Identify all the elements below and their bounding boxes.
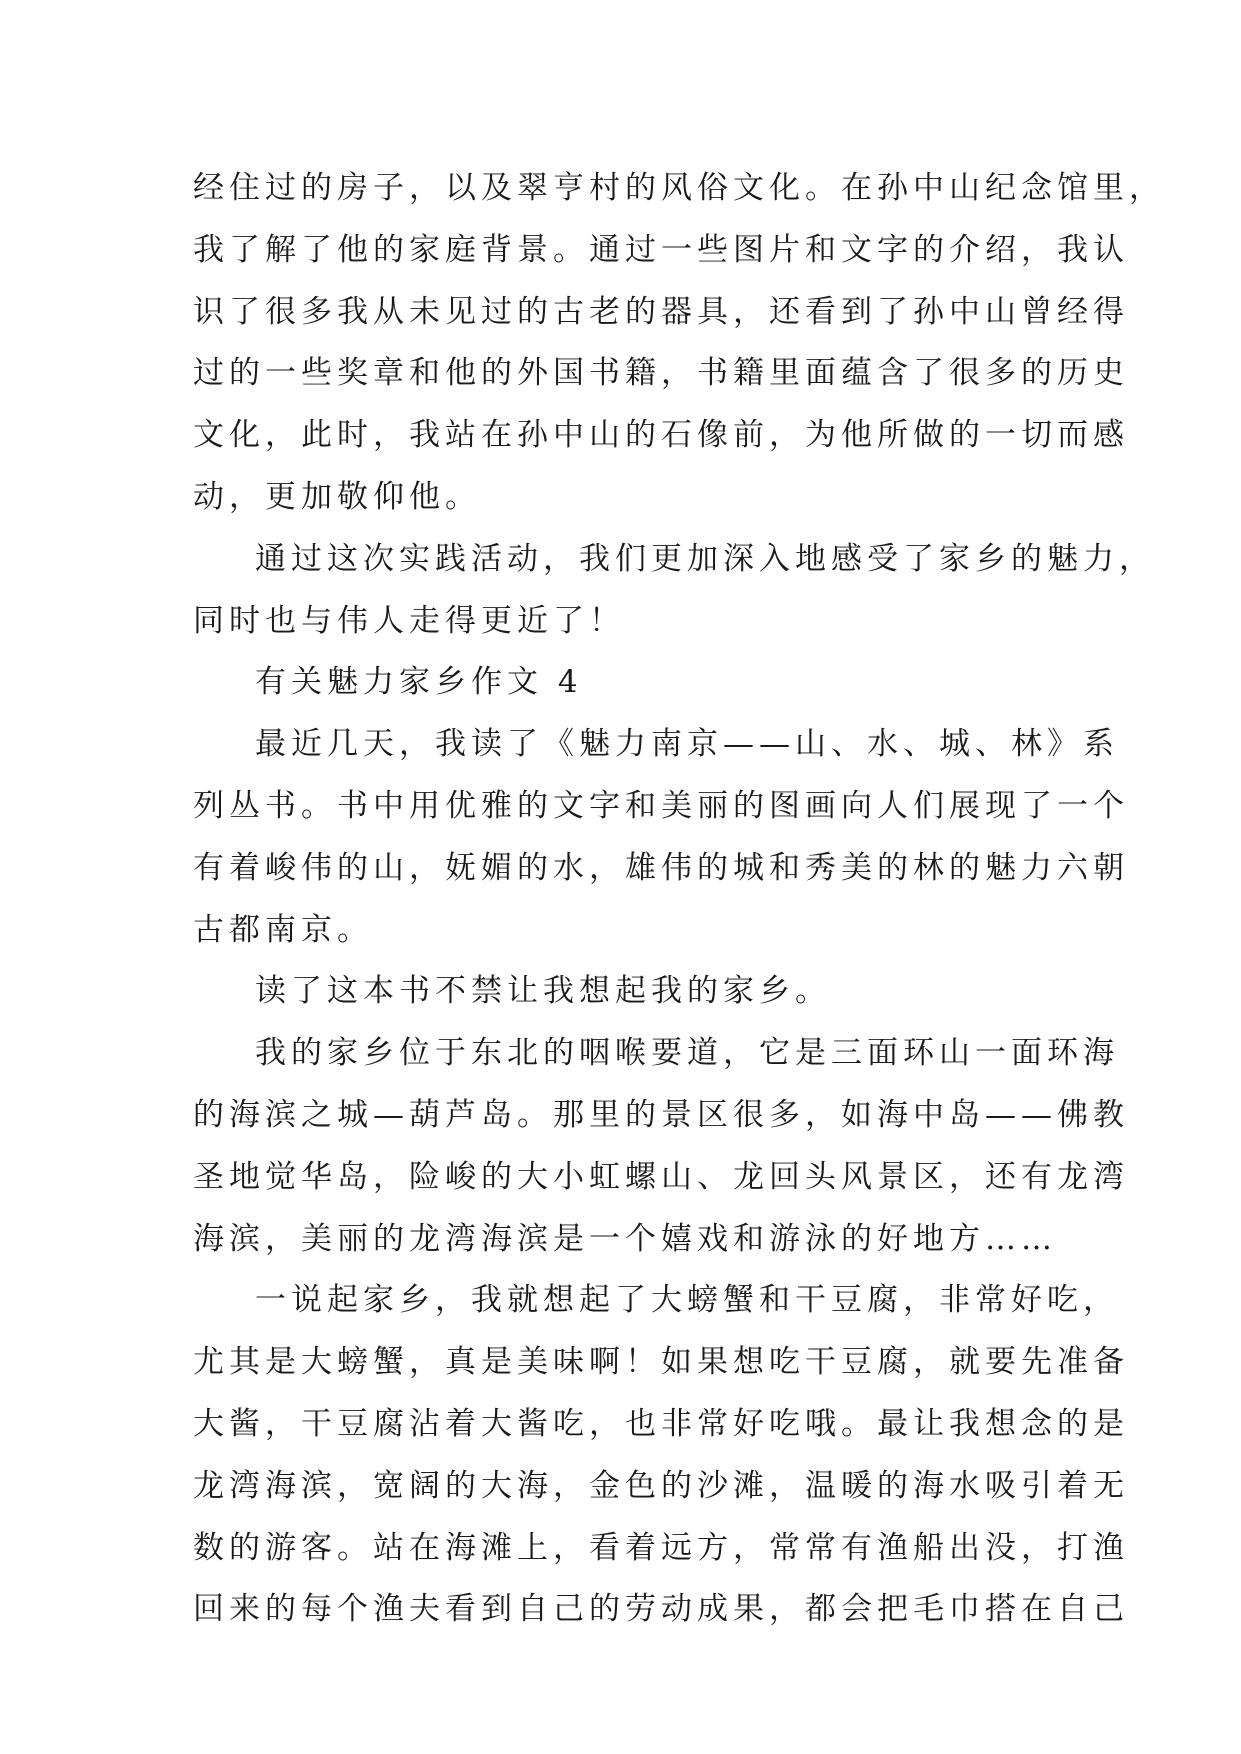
paragraph-start-line: 最近几天，我读了《魅力南京——山、水、城、林》系 — [255, 726, 1119, 763]
text-line: 文化，此时，我站在孙中山的石像前，为他所做的一切而感 — [193, 417, 1129, 454]
text-line: 的海滨之城—葫芦岛。那里的景区很多，如海中岛——佛教 — [193, 1096, 1129, 1133]
text-line: 动，更加敬仰他。 — [193, 478, 481, 515]
text-line: 识了很多我从未见过的古老的器具，还看到了孙中山曾经得 — [193, 293, 1129, 330]
text-line: 有着峻伟的山，妩媚的水，雄伟的城和秀美的林的魅力六朝 — [193, 849, 1129, 886]
text-line: 列丛书。书中用优雅的文字和美丽的图画向人们展现了一个 — [193, 787, 1129, 824]
text-line: 数的游客。站在海滩上，看着远方，常常有渔船出没，打渔 — [193, 1529, 1129, 1566]
paragraph-start-line: 我的家乡位于东北的咽喉要道，它是三面环山一面环海 — [255, 1035, 1119, 1072]
text-line: 经住过的房子，以及翠亨村的风俗文化。在孙中山纪念馆里， — [193, 170, 1165, 206]
paragraph-start-line: 读了这本书不禁让我想起我的家乡。 — [255, 973, 831, 1010]
text-line: 古都南京。 — [193, 911, 373, 948]
text-line: 圣地觉华岛，险峻的大小虹螺山、龙回头风景区，还有龙湾 — [193, 1158, 1129, 1195]
text-line: 龙湾海滨，宽阔的大海，金色的沙滩，温暖的海水吸引着无 — [193, 1467, 1129, 1504]
paragraph-start-line: 一说起家乡，我就想起了大螃蟹和干豆腐，非常好吃， — [255, 1282, 1119, 1319]
text-line: 海滨，美丽的龙湾海滨是一个嬉戏和游泳的好地方…… — [193, 1220, 1057, 1257]
section-heading: 有关魅力家乡作文 4 — [255, 664, 583, 701]
document-body — [193, 158, 1165, 1641]
text-line: 同时也与伟人走得更近了！ — [193, 602, 625, 639]
paragraph-start-line: 通过这次实践活动，我们更加深入地感受了家乡的魅力， — [255, 540, 1155, 577]
text-line: 我了解了他的家庭背景。通过一些图片和文字的介绍，我认 — [193, 231, 1129, 268]
text-line: 大酱，干豆腐沾着大酱吃，也非常好吃哦。最让我想念的是 — [193, 1405, 1129, 1442]
text-line: 尤其是大螃蟹，真是美味啊！如果想吃干豆腐，就要先准备 — [193, 1344, 1129, 1381]
text-line: 回来的每个渔夫看到自己的劳动成果，都会把毛巾搭在自己 — [193, 1591, 1129, 1628]
text-line: 过的一些奖章和他的外国书籍，书籍里面蕴含了很多的历史 — [193, 355, 1129, 392]
